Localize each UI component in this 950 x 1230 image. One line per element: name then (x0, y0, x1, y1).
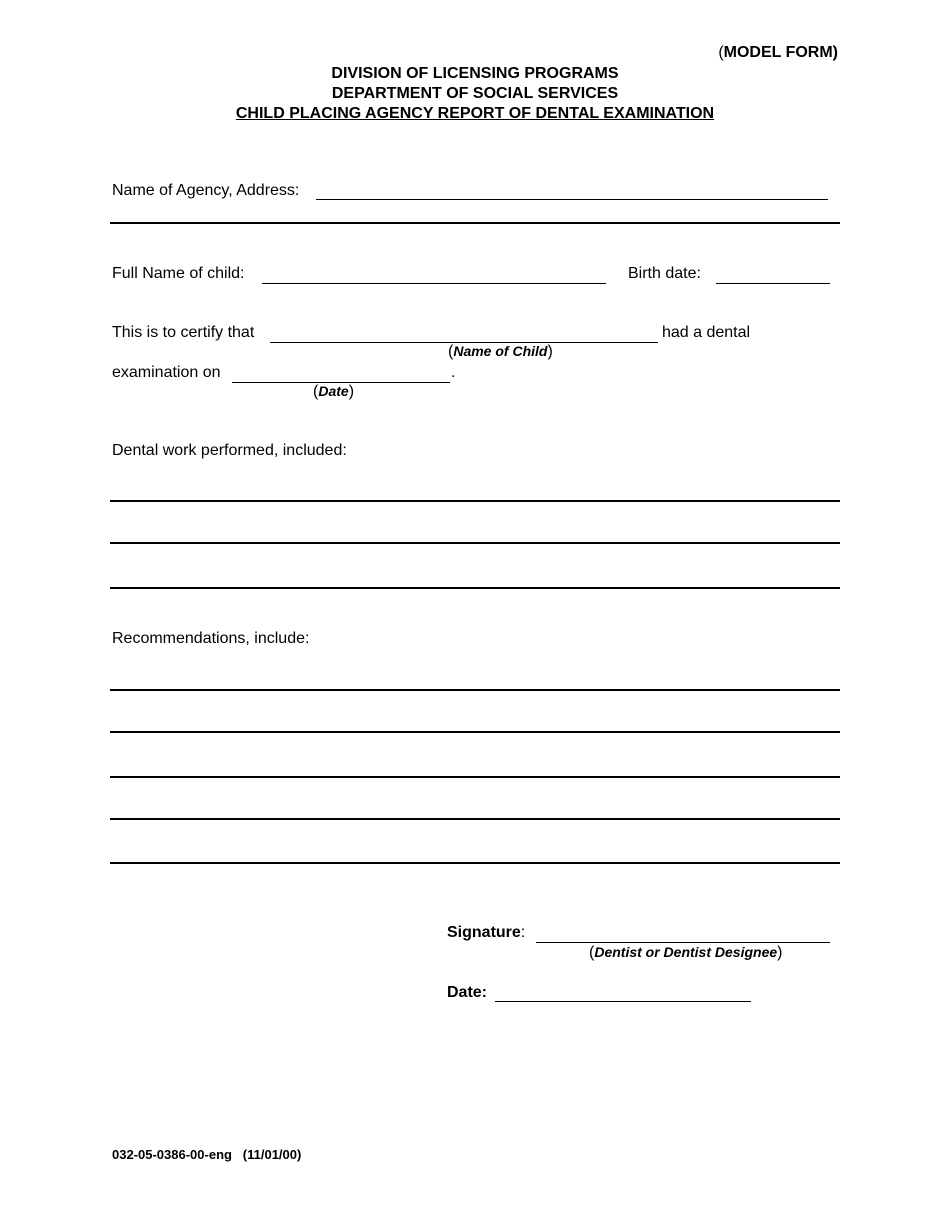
recommendations-line-2[interactable] (110, 731, 840, 733)
form-title: CHILD PLACING AGENCY REPORT OF DENTAL EXAMINATION (235, 105, 715, 122)
birth-date-label: Birth date: (628, 265, 701, 282)
signature-colon: : (520, 924, 526, 941)
agency-field[interactable] (316, 199, 828, 200)
date-label: Date: (447, 984, 488, 1001)
recommendations-line-4[interactable] (110, 818, 840, 820)
form-number: 032-05-0386-00-eng (11/01/00) (112, 1147, 302, 1162)
dental-work-label: Dental work performed, included: (112, 442, 347, 459)
signature-date-field[interactable] (495, 1001, 751, 1002)
exam-prefix-label: examination on (112, 364, 221, 381)
child-name-label: Full Name of child: (112, 265, 245, 282)
certify-suffix-label: had a dental (662, 324, 751, 341)
birth-date-field[interactable] (716, 283, 830, 284)
signature-caption: (Dentist or Dentist Designee) (589, 944, 783, 961)
recommendations-line-3[interactable] (110, 776, 840, 778)
signature-field[interactable] (536, 942, 830, 943)
dental-work-line-3[interactable] (110, 587, 840, 589)
name-of-child-caption-text: Name of Child (453, 343, 548, 359)
header-division: DIVISION OF LICENSING PROGRAMS (331, 65, 619, 82)
dental-work-line-1[interactable] (110, 500, 840, 502)
model-form-open-paren: ( (718, 44, 724, 61)
header-department: DEPARTMENT OF SOCIAL SERVICES (331, 85, 619, 102)
name-of-child-caption: (Name of Child) (448, 343, 553, 360)
recommendations-line-1[interactable] (110, 689, 840, 691)
model-form-label (718, 44, 838, 62)
model-form-text: MODEL FORM (723, 44, 833, 61)
certify-prefix-label: This is to certify that (112, 324, 255, 341)
model-form-close-paren: ) (832, 44, 838, 61)
signature-label-text: Signature (447, 924, 521, 941)
date-caption-text: Date (318, 383, 349, 399)
signature-label (447, 924, 525, 942)
exam-suffix-period: . (451, 364, 456, 381)
date-caption: (Date) (313, 383, 355, 400)
agency-label: Name of Agency, Address: (112, 182, 300, 199)
signature-caption-text: Dentist or Dentist Designee (594, 944, 778, 960)
child-name-field[interactable] (262, 283, 606, 284)
dental-work-line-2[interactable] (110, 542, 840, 544)
recommendations-line-5[interactable] (110, 862, 840, 864)
recommendations-label: Recommendations, include: (112, 630, 310, 647)
agency-field-second-line[interactable] (110, 222, 840, 224)
